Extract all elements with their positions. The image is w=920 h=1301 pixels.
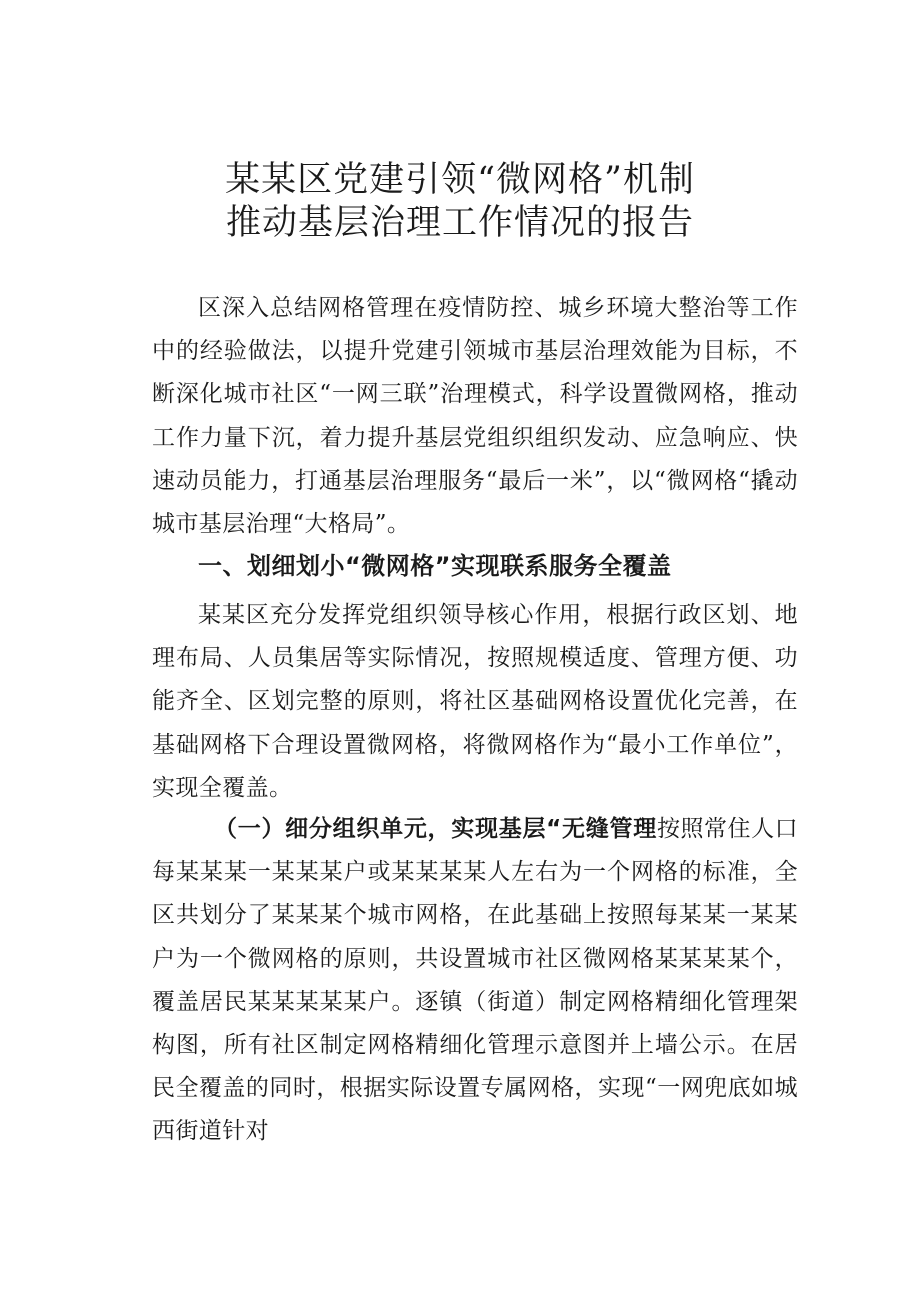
- section-1-heading: 一、划细划小“微网格”实现联系服务全覆盖: [198, 552, 672, 580]
- document-title-line-1: 某某区党建引领“微网格”机制: [225, 160, 695, 200]
- subsection-1-text: 按照常住人口每某某某一某某某户或某某某某人左右为一个网格的标准，全区共划分了某某某个城市网格，在此基础上按照每某某一某某户为一个微网格的原则，共设置城市社区微网格某某某某个，覆盖居民某某某某某户。逐镇（街道）制定网格精细化管理架构图，所有社区制定网格精细化管理示意图并上墙公示。在居民全覆盖的同时，根据实际设置专属网格，实现“一网兜底如城西街道针对: [152, 816, 798, 1145]
- section-1-paragraph: 某某区充分发挥党组织领导核心作用，根据行政区划、地理布局、人员集居等实际情况，按照规模适度、管理方便、功能齐全、区划完整的原则，将社区基础网格设置优化完善，在基础网格下合理设置微网格，将微网格作为“最小工作单位”，实现全覆盖。: [152, 602, 798, 801]
- intro-paragraph: 区深入总结网格管理在疫情防控、城乡环境大整治等工作中的经验做法，以提升党建引领城市基层治理效能为目标，不断深化城市社区“一网三联”治理模式，科学设置微网格，推动工作力量下沉，着力提升基层党组织组织发动、应急响应、快速动员能力，打通基层治理服务“最后一米”，以“微网格“撬动城市基层治理“大格局”。: [152, 295, 798, 538]
- subsection-1-paragraph: [152, 808, 798, 1154]
- document-title-line-2: 推动基层治理工作情况的报告: [225, 203, 694, 243]
- subsection-1-lead: （一）细分组织单元，实现基层“无缝管理: [214, 816, 657, 842]
